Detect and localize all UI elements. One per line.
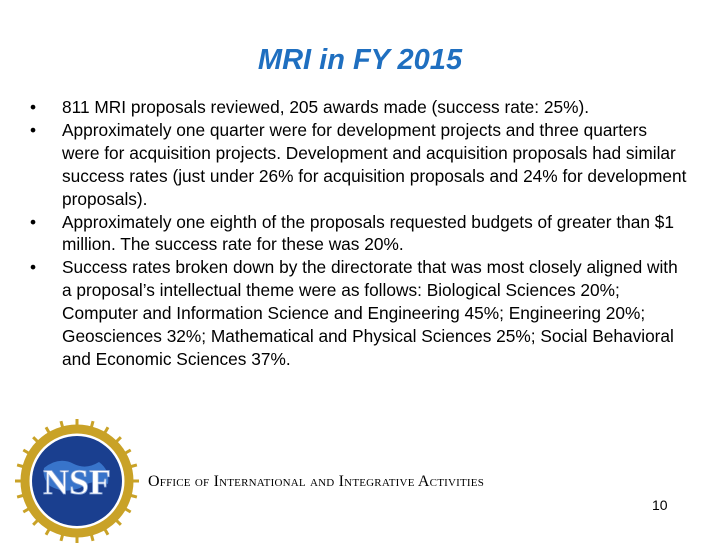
bullet-text: Approximately one eighth of the proposals requested budgets of greater than $1 million. The success rate for these was 20%. — [62, 211, 674, 255]
office-name: Office of International and Integrative Activities — [148, 473, 485, 490]
logo-ray — [91, 535, 93, 541]
logo-ray — [61, 535, 63, 541]
slide-title: MRI in FY 2015 — [257, 44, 463, 76]
bullet-text: 811 MRI proposals reviewed, 205 awards made (success rate: 25%). — [62, 97, 590, 117]
bullet-text: Approximately one quarter were for development projects and three quarters were for acquisition projects. Development and acquisition proposals had similar success rates (just under 26% for acquisition proposals and 24% for development proposals). — [62, 119, 687, 209]
logo-ray — [17, 465, 23, 467]
logo-ray — [33, 521, 37, 525]
bullet-item — [28, 119, 688, 211]
page-number: 10 — [652, 497, 668, 513]
bullet-icon: • — [30, 257, 37, 278]
bullet-icon: • — [30, 211, 37, 232]
logo-ray — [131, 495, 137, 497]
logo-ray — [105, 529, 108, 534]
bullet-text: Success rates broken down by the directorate that was most closely aligned with a proposal’s intellectual theme were as follows: Biological Sciences 20%; Computer and Information Science and Engineering 45%; Engineering 20%; Geosciences 32%; Mathematical and Physical Sciences 25%; Social Behavioral and Economic Sciences 37%. — [62, 257, 678, 369]
logo-ray — [125, 450, 130, 453]
nsf-logo-icon — [14, 418, 140, 544]
logo-ray — [117, 521, 121, 525]
logo-ray — [61, 421, 63, 427]
bullet-item — [28, 256, 688, 371]
logo-ray — [105, 427, 108, 432]
logo-ray — [91, 421, 93, 427]
logo-ray — [117, 437, 121, 441]
logo-ray — [33, 437, 37, 441]
logo-ray — [131, 465, 137, 467]
logo-ray — [23, 509, 28, 512]
logo-ray — [46, 529, 49, 534]
logo-ray — [17, 495, 23, 497]
bullet-list — [28, 96, 688, 371]
logo-ray — [125, 509, 130, 512]
bullet-item — [28, 96, 688, 119]
bullet-item — [28, 211, 688, 257]
logo-ray — [46, 427, 49, 432]
bullet-icon: • — [30, 97, 37, 117]
logo-text: NSF — [42, 462, 112, 502]
bullet-icon: • — [30, 119, 37, 140]
logo-ray — [23, 450, 28, 453]
